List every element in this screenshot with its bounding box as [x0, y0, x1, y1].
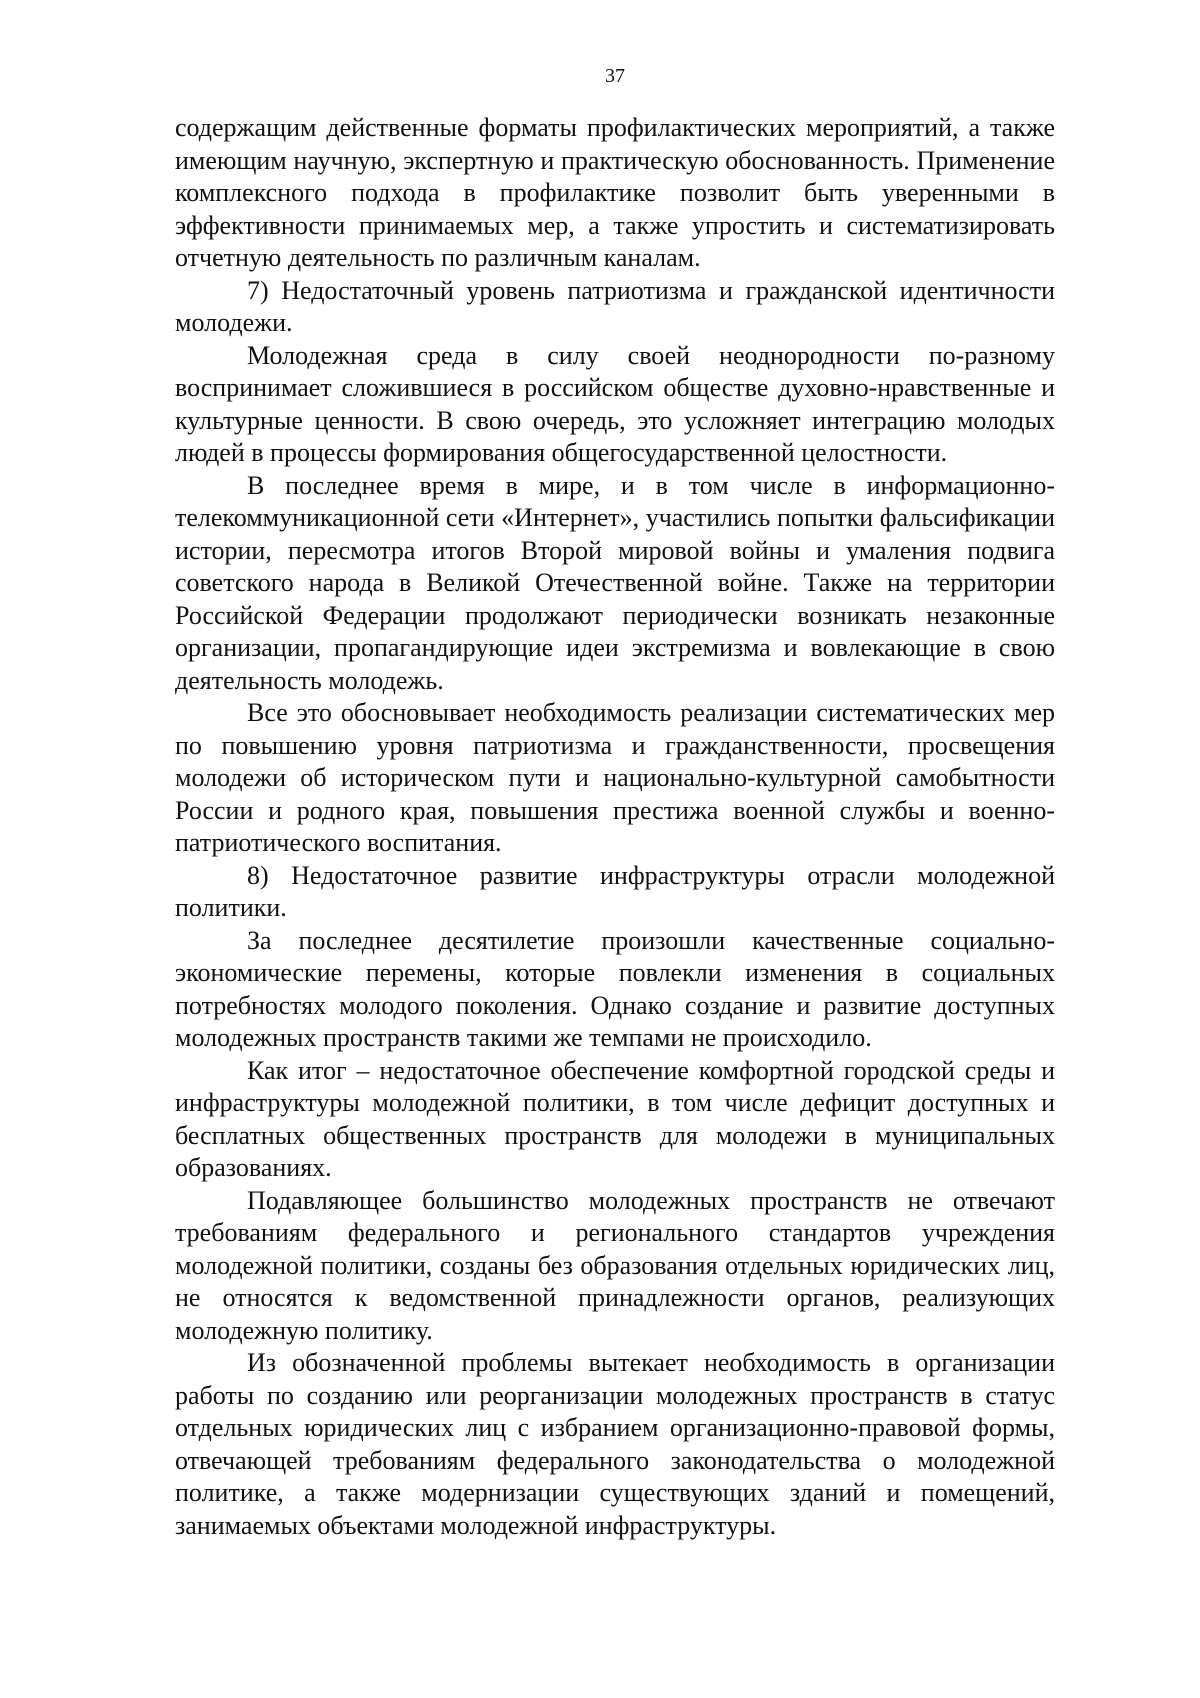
item-8-heading: 8) Недостаточное развитие инфраструктуры отрасли молодежной политики. — [175, 860, 1055, 922]
paragraph: Подавляющее большинство молодежных пространств не отвечают требованиям федерального и регионального стандартов учреждения молодежной политики, созданы без образования отдельных юридических лиц, не относятся к ведомственной принадлежности органов, реализующих молодежную политику. — [175, 1185, 1055, 1345]
paragraph: Из обозначенной проблемы вытекает необходимость в организации работы по созданию или реорганизации молодежных пространств в статус отдельных юридических лиц с избранием организационно-правовой формы, отвечающей требованиям федерального законодательства о молодежной политике, а также модернизации существующих зданий и помещений, занимаемых объектами молодежной инфраструктуры. — [175, 1348, 1055, 1540]
paragraph: За последнее десятилетие произошли качественные социально-экономические перемены, которые повлекли изменения в социальных потребностях молодого поколения. Однако создание и развитие доступных молодежных пространств такими же темпами не происходило. — [175, 925, 1055, 1052]
paragraph: Все это обосновывает необходимость реализации систематических мер по повышению уровня патриотизма и гражданственности, просвещения молодежи об историческом пути и национально-культурной самобытности России и родного края, повышения престижа военной службы и военно-патриотического воспитания. — [175, 698, 1055, 857]
item-7-heading: 7) Недостаточный уровень патриотизма и гражданской идентичности молодежи. — [175, 275, 1055, 337]
paragraph: Как итог – недостаточное обеспечение комфортной городской среды и инфраструктуры молодежной политики, в том числе дефицит доступных и бесплатных общественных пространств для молодежи в муниципальных образованиях. — [175, 1055, 1055, 1182]
paragraph: Молодежная среда в силу своей неоднородности по-разному воспринимает сложившиеся в российском обществе духовно-нравственные и культурные ценности. В свою очередь, это усложняет интеграцию молодых людей в процессы формирования общегосударственной целостности. — [175, 340, 1055, 467]
paragraph: В последнее время в мире, и в том числе в информационно-телекоммуникационной сети «Интернет», участились попытки фальсификации истории, пересмотра итогов Второй мировой войны и умаления подвига советского народа в Великой Отечественной войне. Также на территории Российской Федерации продолжают периодически возникать незаконные организации, пропагандирующие идеи экстремизма и вовлекающие в свою деятельность молодежь. — [175, 470, 1055, 695]
paragraph-continuation: содержащим действенные форматы профилактических мероприятий, а также имеющим научную, экспертную и практическую обоснованность. Применение комплексного подхода в профилактике позволит быть уверенными в эффективности принимаемых мер, а также упростить и систематизировать отчетную деятельность по различным каналам. — [175, 113, 1055, 272]
page-number: 37 — [605, 65, 625, 87]
page-body — [175, 112, 1055, 1542]
